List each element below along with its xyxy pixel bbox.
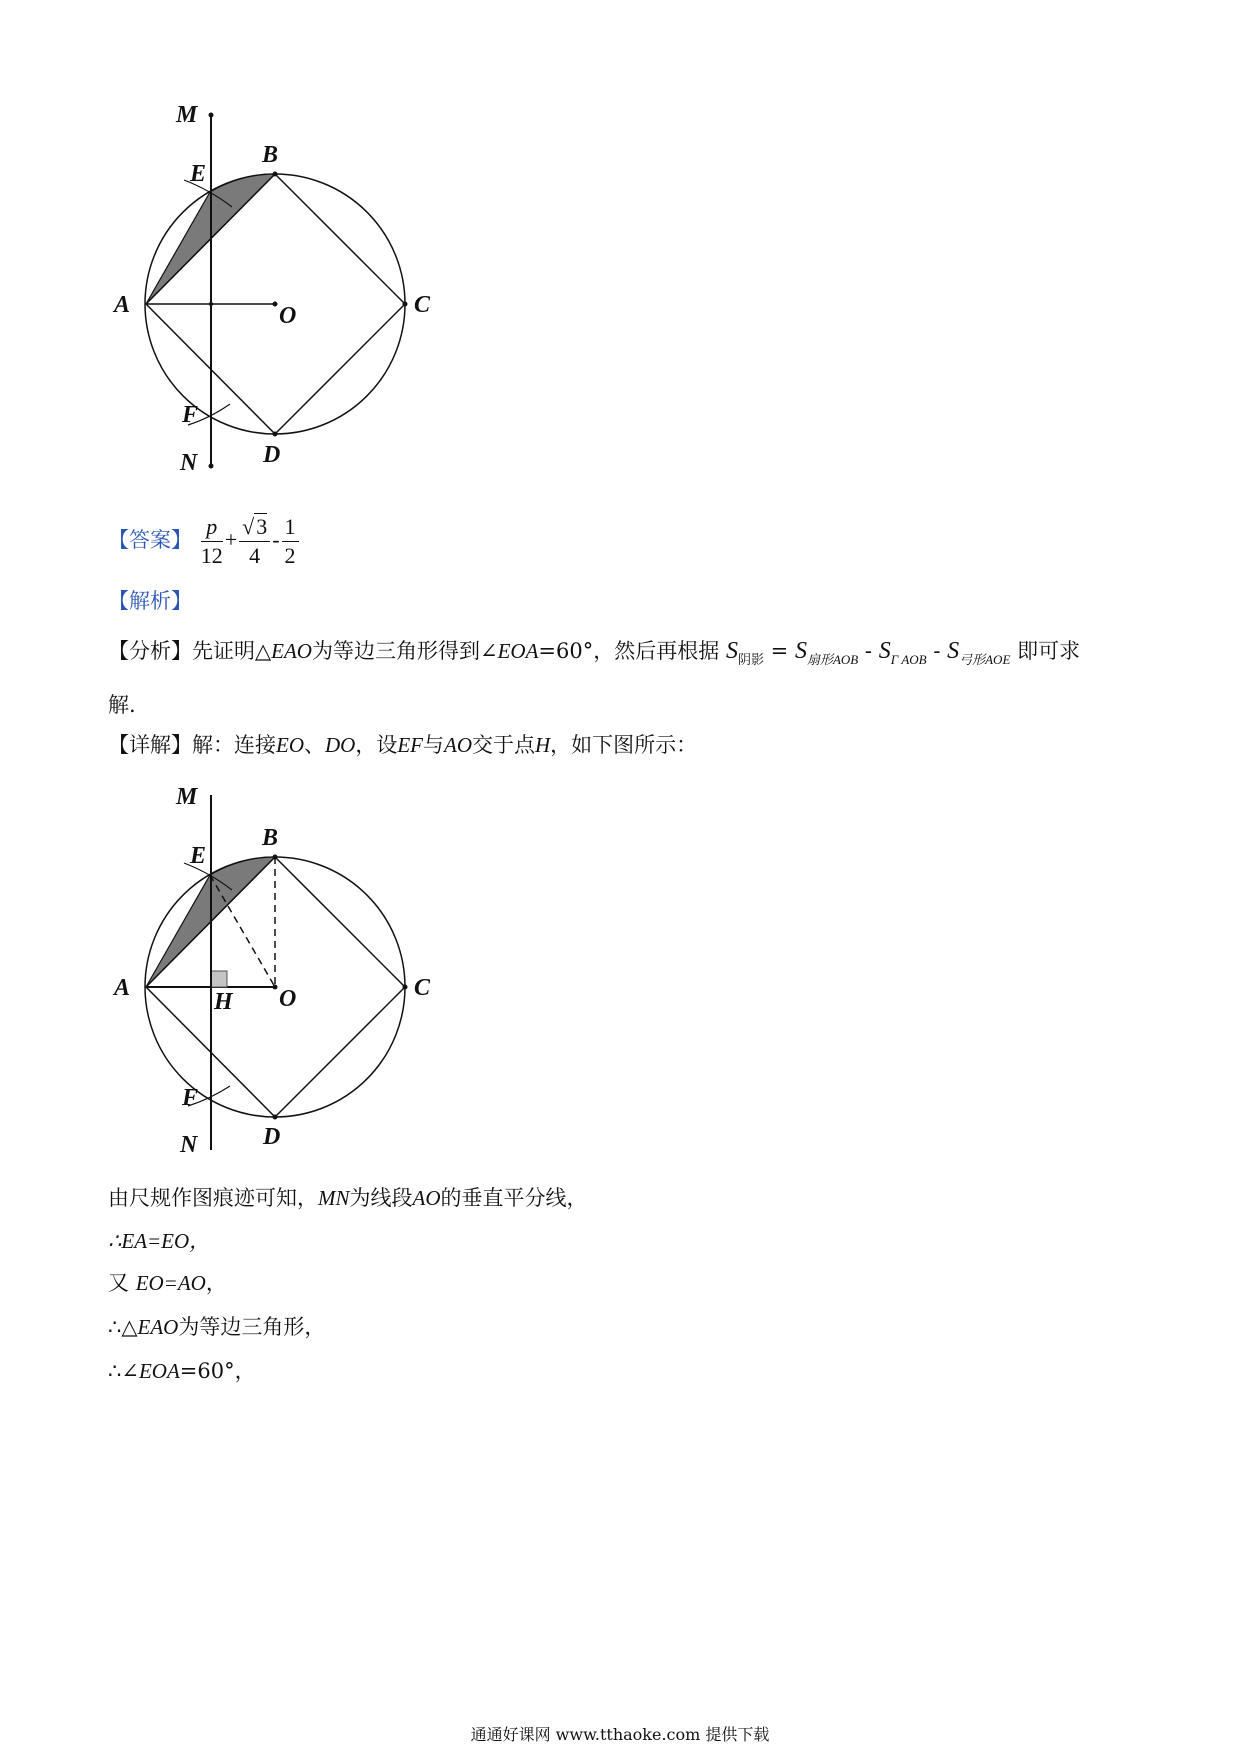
- label-O: O: [279, 303, 297, 329]
- step-3: 又 EO=AO，: [108, 1271, 227, 1295]
- label-O: O: [279, 986, 297, 1012]
- step-5: ∴∠EOA=60°，: [108, 1359, 256, 1383]
- label-N: N: [180, 1132, 198, 1158]
- label-E: E: [190, 161, 207, 187]
- label-C: C: [414, 975, 431, 1001]
- detail-line: 【详解】解：连接EO、DO，设EF与AO交于点H，如下图所示：: [108, 733, 698, 757]
- step-4: ∴△EAO为等边三角形，: [108, 1315, 326, 1339]
- answer-tag: 【答案】: [108, 528, 192, 552]
- label-A: A: [114, 292, 131, 318]
- answer-frac-3: $\frac{1}{2}$: [282, 513, 299, 570]
- figure-2-diagram: [110, 785, 490, 1170]
- label-B: B: [262, 142, 279, 168]
- analysis-tag: 【解析】: [108, 589, 192, 613]
- answer-frac-2: $\frac{√3}{4}$: [239, 513, 270, 570]
- step-1: 由尺规作图痕迹可知，MN为线段AO的垂直平分线，: [108, 1186, 588, 1210]
- label-M: M: [176, 785, 198, 810]
- step-2: ∴EA=EO，: [108, 1229, 211, 1253]
- label-D: D: [263, 1124, 281, 1150]
- label-A: A: [114, 975, 131, 1001]
- fenxi-line: 【分析】先证明△EAO为等边三角形得到∠EOA=60°，然后再根据 $S_{阴影} = S_{扇形AOB} - S_{\Gamma AOB} - S_{弓形AOE}$ 即可求: [108, 638, 1081, 668]
- label-C: C: [414, 292, 431, 318]
- label-B: B: [262, 825, 279, 851]
- figure-1-diagram: [110, 105, 490, 535]
- page-footer: 通通好课网 www.tthaoke.com 提供下载: [470, 1725, 770, 1744]
- label-F: F: [182, 1085, 199, 1111]
- label-N: N: [180, 450, 198, 476]
- answer-line: 【答案】 $\frac{p}{12}$ + $\frac{√3}{4}$ - $\frac{1}{2}$: [108, 510, 301, 570]
- label-H: H: [214, 989, 233, 1015]
- label-D: D: [263, 442, 281, 468]
- label-M: M: [176, 105, 198, 128]
- answer-frac-1: $\frac{p}{12}$: [200, 514, 223, 568]
- fenxi-continuation: 解.: [108, 693, 136, 717]
- label-F: F: [182, 402, 199, 428]
- label-E: E: [190, 843, 207, 869]
